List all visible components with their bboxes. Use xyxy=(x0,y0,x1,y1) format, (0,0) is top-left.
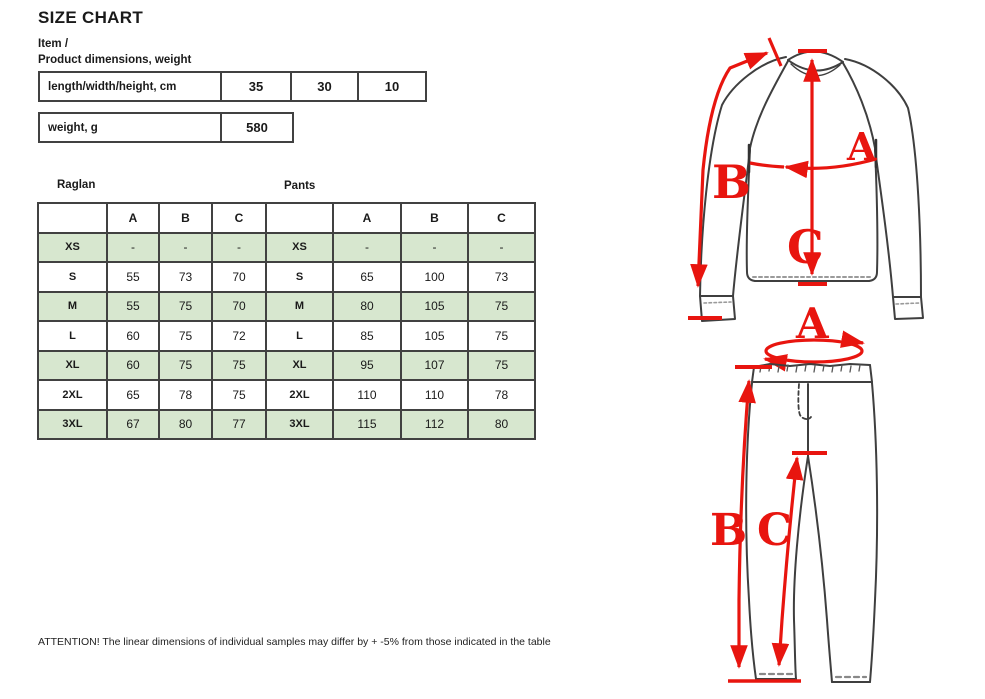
shirt-cuff-stitch-left xyxy=(704,302,731,303)
value-cell: 110 xyxy=(401,380,468,410)
value-cell: 78 xyxy=(468,380,535,410)
pants-inseam-label: C xyxy=(757,505,793,556)
page-title: SIZE CHART xyxy=(38,8,143,27)
column-header-a: A xyxy=(333,203,401,233)
dimension-value-cell: 30 xyxy=(291,72,358,101)
table-row xyxy=(39,72,426,101)
size-cell: M xyxy=(38,292,107,322)
item-caption xyxy=(38,36,191,68)
size-cell: M xyxy=(266,292,333,322)
size-table-header-row xyxy=(38,203,535,233)
value-cell: - xyxy=(212,233,266,263)
value-cell: 60 xyxy=(107,321,159,351)
shirt-sleeve-label: B xyxy=(712,155,751,209)
pants-right-leg-inner xyxy=(808,456,832,682)
value-cell: 75 xyxy=(212,380,266,410)
size-row-m xyxy=(38,292,535,322)
size-cell: 2XL xyxy=(266,380,333,410)
pants-fly-stitch xyxy=(798,384,811,419)
value-cell: 77 xyxy=(212,410,266,440)
size-cell: 2XL xyxy=(38,380,107,410)
pants-right-leg-outer xyxy=(870,383,877,682)
column-header-a: A xyxy=(107,203,159,233)
size-cell: S xyxy=(38,262,107,292)
value-cell: 75 xyxy=(159,292,212,322)
value-cell: 75 xyxy=(159,351,212,381)
pants-waistband-left-edge xyxy=(752,367,754,382)
column-header-b: B xyxy=(401,203,468,233)
value-cell: - xyxy=(468,233,535,263)
size-cell: XS xyxy=(38,233,107,263)
size-row-l xyxy=(38,321,535,351)
shirt-chest-arrow-tail xyxy=(750,163,784,167)
shirt-cuff-stitch-right xyxy=(896,303,919,304)
value-cell: 105 xyxy=(401,292,468,322)
weight-label-cell: weight, g xyxy=(39,113,221,142)
column-header-c: C xyxy=(212,203,266,233)
value-cell: 78 xyxy=(159,380,212,410)
pants-section-label: Pants xyxy=(284,180,316,192)
shirt-raglan-seam-left xyxy=(750,61,788,148)
size-row-3xl xyxy=(38,410,535,440)
value-cell: 60 xyxy=(107,351,159,381)
dimension-value-cell: 35 xyxy=(221,72,291,101)
size-cell: 3XL xyxy=(38,410,107,440)
value-cell: 112 xyxy=(401,410,468,440)
value-cell: - xyxy=(159,233,212,263)
value-cell: 75 xyxy=(159,321,212,351)
blank-header-cell xyxy=(266,203,333,233)
shirt-length-label: C xyxy=(787,220,824,274)
value-cell: - xyxy=(333,233,401,263)
value-cell: - xyxy=(107,233,159,263)
dimension-value-cell: 10 xyxy=(358,72,426,101)
value-cell: 115 xyxy=(333,410,401,440)
value-cell: 75 xyxy=(212,351,266,381)
attention-note: ATTENTION! The linear dimensions of individual samples may differ by + -5% from those indicated in the table xyxy=(38,636,551,648)
value-cell: 73 xyxy=(159,262,212,292)
weight-value-cell: 580 xyxy=(221,113,293,142)
pants-waistband-ribbing xyxy=(760,365,860,372)
pants-waistband-right-edge xyxy=(870,365,872,382)
size-row-xs xyxy=(38,233,535,263)
value-cell: 55 xyxy=(107,292,159,322)
size-row-xl xyxy=(38,351,535,381)
dimensions-label-cell: length/width/height, cm xyxy=(39,72,221,101)
value-cell: 67 xyxy=(107,410,159,440)
value-cell: 65 xyxy=(107,380,159,410)
size-cell: L xyxy=(38,321,107,351)
pants-left-leg-outer xyxy=(746,383,756,679)
value-cell: 75 xyxy=(468,351,535,381)
size-cell: XL xyxy=(266,351,333,381)
column-header-b: B xyxy=(159,203,212,233)
shirt-cuff-right xyxy=(893,297,923,319)
size-cell: S xyxy=(266,262,333,292)
value-cell: 80 xyxy=(468,410,535,440)
product-weight-table xyxy=(38,112,294,143)
value-cell: 55 xyxy=(107,262,159,292)
raglan-section-label: Raglan xyxy=(57,179,96,191)
value-cell: 65 xyxy=(333,262,401,292)
measurement-diagram xyxy=(660,0,985,699)
pants-waist-label: A xyxy=(796,299,829,348)
size-row-2xl xyxy=(38,380,535,410)
size-row-s xyxy=(38,262,535,292)
size-cell: XL xyxy=(38,351,107,381)
blank-header-cell xyxy=(38,203,107,233)
item-caption-line1: Item / xyxy=(38,38,69,50)
value-cell: 85 xyxy=(333,321,401,351)
column-header-c: C xyxy=(468,203,535,233)
product-dimensions-table xyxy=(38,71,427,102)
value-cell: 80 xyxy=(159,410,212,440)
size-cell: L xyxy=(266,321,333,351)
table-row xyxy=(39,113,293,142)
shirt-chest-label: A xyxy=(847,124,877,169)
value-cell: 75 xyxy=(468,292,535,322)
size-cell: 3XL xyxy=(266,410,333,440)
value-cell: 95 xyxy=(333,351,401,381)
shirt-collar xyxy=(788,51,843,62)
value-cell: 107 xyxy=(401,351,468,381)
value-cell: 73 xyxy=(468,262,535,292)
value-cell: 80 xyxy=(333,292,401,322)
value-cell: 105 xyxy=(401,321,468,351)
item-caption-line2: Product dimensions, weight xyxy=(38,54,192,66)
value-cell: 110 xyxy=(333,380,401,410)
pants-side-label: B xyxy=(710,505,748,556)
value-cell: 70 xyxy=(212,292,266,322)
pants-left-leg-inner xyxy=(794,456,808,679)
value-cell: - xyxy=(401,233,468,263)
shirt-sleeve-right-outer xyxy=(845,59,921,297)
size-cell: XS xyxy=(266,233,333,263)
value-cell: 70 xyxy=(212,262,266,292)
value-cell: 75 xyxy=(468,321,535,351)
value-cell: 100 xyxy=(401,262,468,292)
value-cell: 72 xyxy=(212,321,266,351)
size-table xyxy=(37,202,536,440)
